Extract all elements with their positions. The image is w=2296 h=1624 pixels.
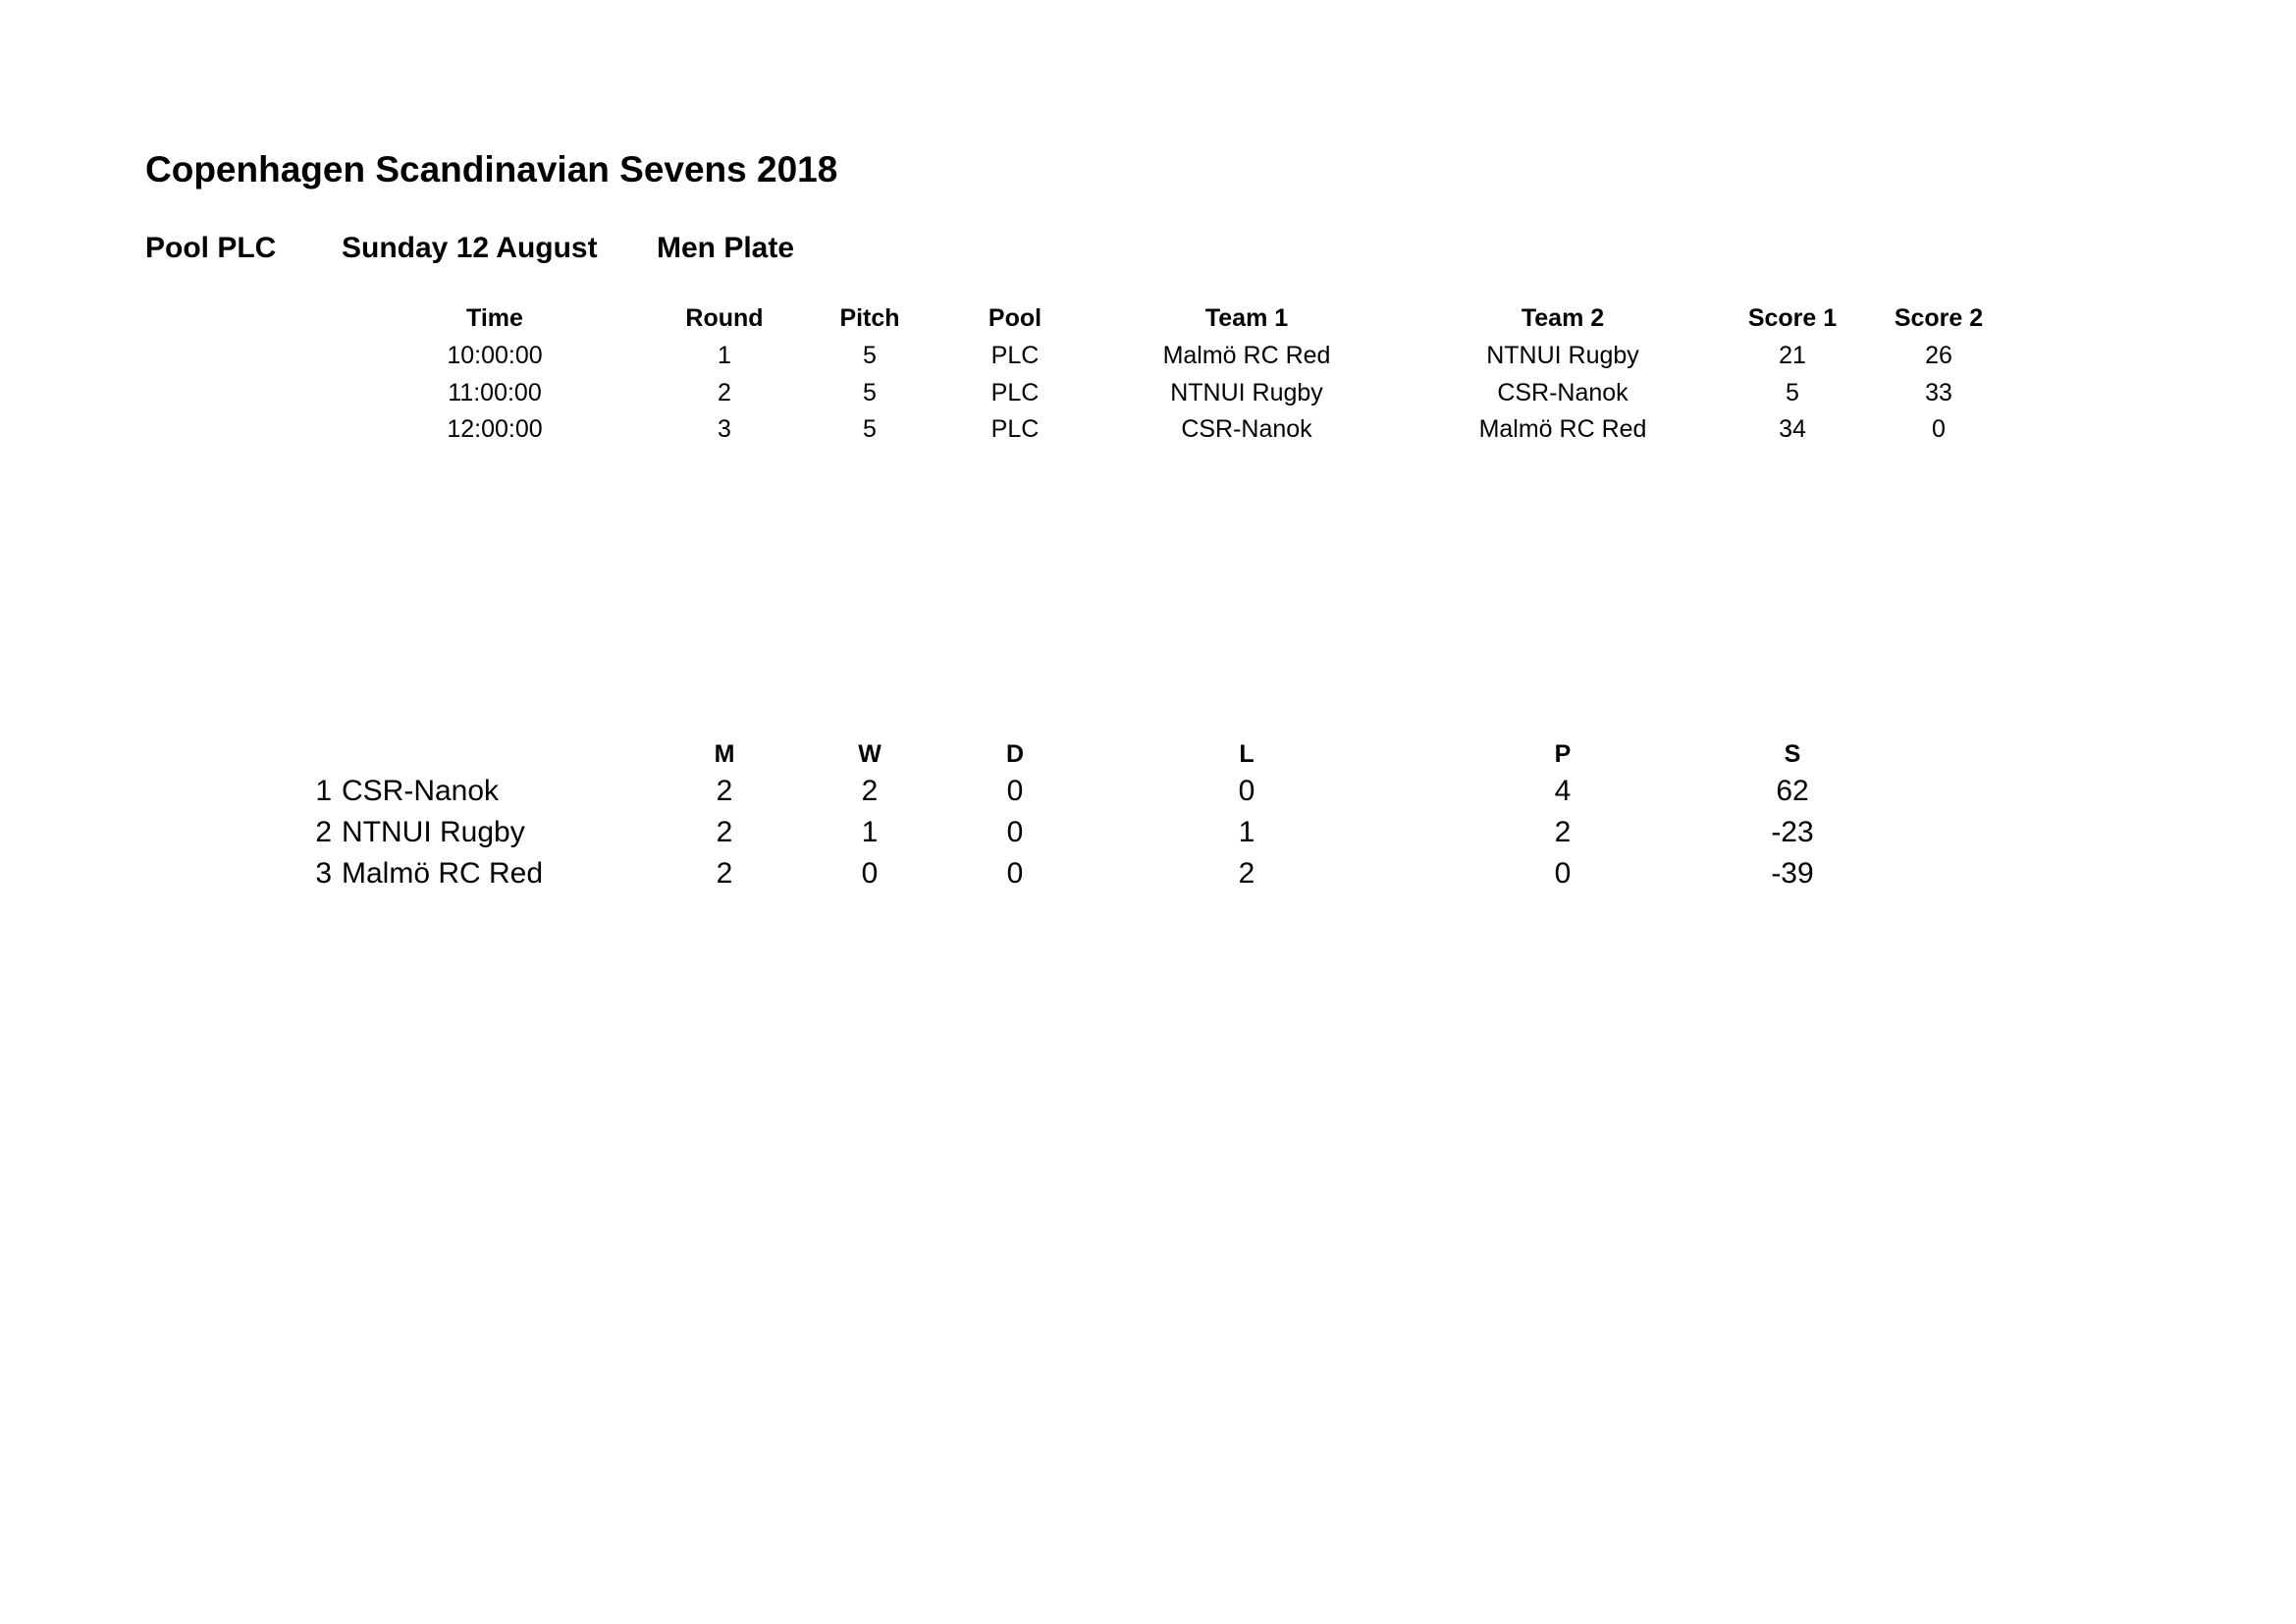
matches-header-score-1: Score 1 [1747,304,1838,332]
matches-cell-score-2: 0 [1932,415,1946,443]
category-label: Men Plate [657,232,795,264]
matches-cell-time: 10:00:00 [447,342,543,369]
matches-cell-score-2: 33 [1925,378,1952,406]
standings-team: CSR-Nanok [342,775,500,807]
matches-cell-team-2: CSR-Nanok [1497,378,1629,406]
matches-header-team-2: Team 2 [1521,304,1605,332]
standings-header-s: S [1784,740,1801,768]
standings-header-w: W [858,740,881,768]
matches-cell-pitch: 5 [863,342,877,369]
standings-cell-p: 4 [1554,775,1572,807]
matches-cell-pool: PLC [990,342,1040,369]
standings-cell-p: 0 [1554,857,1572,890]
standings-rank: 3 [315,857,332,890]
matches-header-round: Round [685,304,764,332]
standings-cell-w: 2 [861,775,879,807]
standings-team: NTNUI Rugby [342,816,525,848]
standings-cell-w: 0 [861,857,879,890]
matches-cell-team-1: CSR-Nanok [1181,415,1312,443]
standings-cell-p: 2 [1554,816,1572,848]
matches-header-pitch: Pitch [839,304,900,332]
matches-cell-score-1: 34 [1779,415,1806,443]
matches-cell-score-2: 26 [1925,342,1952,369]
standings-cell-l: 0 [1238,775,1255,807]
standings-cell-m: 2 [716,816,733,848]
standings-header-m: M [714,740,735,768]
page-title: Copenhagen Scandinavian Sevens 2018 [145,149,838,189]
standings-cell-w: 1 [861,816,879,848]
standings-header-l: L [1239,740,1255,768]
matches-cell-round: 2 [718,378,731,406]
matches-cell-pool: PLC [990,378,1040,406]
pool-label: Pool PLC [145,232,277,264]
matches-cell-round: 3 [718,415,731,443]
matches-cell-round: 1 [718,342,731,369]
matches-header-score-2: Score 2 [1894,304,1984,332]
matches-cell-team-2: NTNUI Rugby [1486,342,1639,369]
standings-cell-l: 2 [1238,857,1255,890]
matches-header-pool: Pool [988,304,1042,332]
matches-cell-team-1: Malmö RC Red [1162,342,1331,369]
matches-cell-score-1: 21 [1779,342,1806,369]
standings-team: Malmö RC Red [342,857,544,890]
standings-cell-m: 2 [716,775,733,807]
matches-cell-team-2: Malmö RC Red [1478,415,1647,443]
matches-header-time: Time [466,304,523,332]
matches-header-team-1: Team 1 [1204,304,1289,332]
standings-header-p: P [1554,740,1572,768]
matches-cell-time: 11:00:00 [448,378,542,406]
matches-cell-pool: PLC [990,415,1040,443]
standings-cell-s: -39 [1771,857,1814,890]
standings-rank: 2 [315,816,332,848]
standings-cell-d: 0 [1006,816,1024,848]
standings-cell-m: 2 [716,857,733,890]
day-label: Sunday 12 August [342,232,598,264]
standings-header-d: D [1005,740,1025,768]
standings-cell-l: 1 [1238,816,1255,848]
standings-rank: 1 [315,775,332,807]
matches-cell-team-1: NTNUI Rugby [1170,378,1323,406]
standings-cell-s: 62 [1776,775,1809,807]
standings-cell-d: 0 [1006,775,1024,807]
standings-cell-s: -23 [1771,816,1814,848]
matches-cell-pitch: 5 [863,415,877,443]
matches-cell-time: 12:00:00 [447,415,543,443]
standings-cell-d: 0 [1006,857,1024,890]
matches-cell-score-1: 5 [1786,378,1799,406]
matches-cell-pitch: 5 [863,378,877,406]
